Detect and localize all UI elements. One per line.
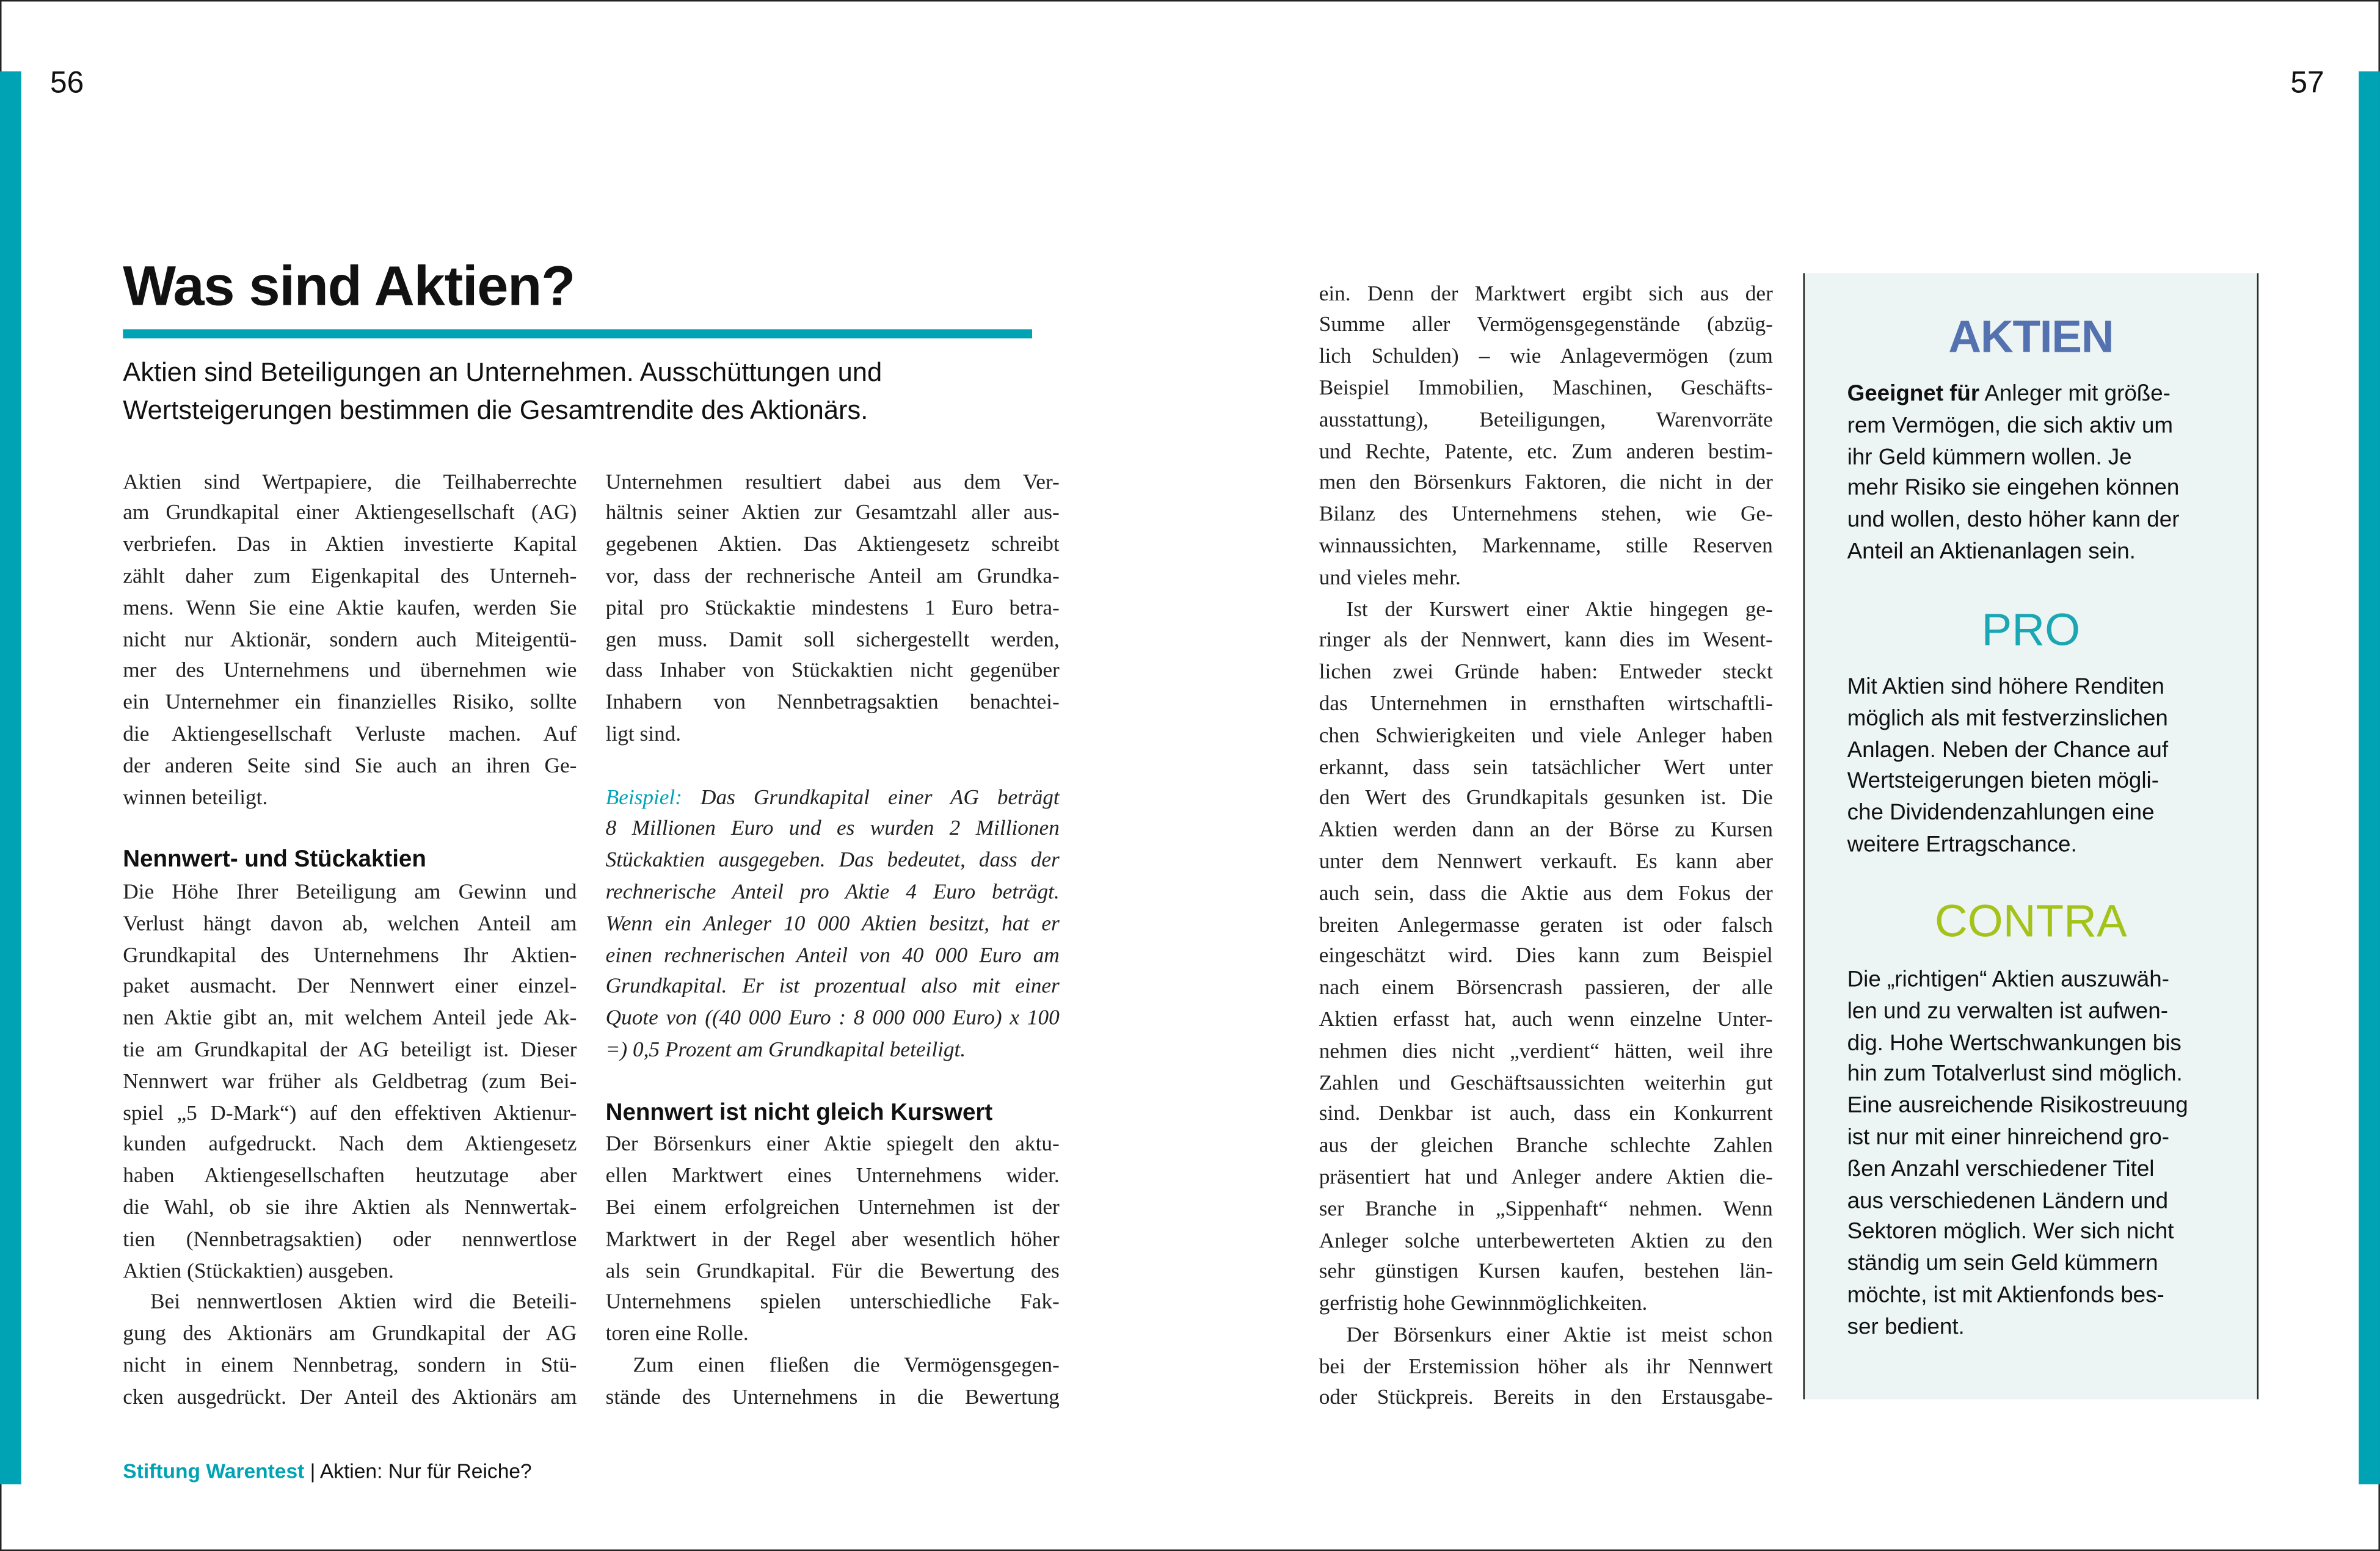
body-line: und Rechte, Patente, etc. Zum anderen bestim- xyxy=(1319,439,1773,464)
body-line: winnaussichten, Markenname, stille Reserven xyxy=(1319,534,1773,559)
body-line: nicht in einem Nennbetrag, sondern in Stü- xyxy=(123,1353,577,1378)
box-line: Sektoren möglich. Wer sich nicht xyxy=(1847,1221,2174,1245)
body-line: das Unternehmen in ernsthaften wirtschaftli- xyxy=(1319,692,1773,716)
info-box-aktien xyxy=(1803,273,2259,1399)
body-line: Aktien sind Wertpapiere, die Teilhaberrechte xyxy=(123,470,577,495)
body-line: spiel „5 D-Mark“) auf den effektiven Aktienur- xyxy=(123,1101,577,1125)
text-column-1 xyxy=(123,467,577,1414)
body-line: ein. Denn der Marktwert ergibt sich aus der xyxy=(1319,282,1773,307)
box-line: dig. Hohe Wertschwankungen bis xyxy=(1847,1031,2182,1056)
body-line: Bei einem erfolgreichen Unternehmen ist der xyxy=(605,1196,1060,1220)
box-line: len und zu verwalten ist aufwen- xyxy=(1847,1000,2168,1025)
body-line: Verlust hängt davon ab, welchen Anteil am xyxy=(123,912,577,936)
page-number-left: 56 xyxy=(50,67,84,101)
box-line: hin zum Totalverlust sind möglich. xyxy=(1847,1062,2183,1088)
body-line: mens. Wenn Sie eine Aktie kaufen, werden Sie xyxy=(123,596,577,620)
page-number-right: 57 xyxy=(2290,67,2324,101)
body-line: Inhabern von Nennbetragsaktien benachtei- xyxy=(605,691,1060,716)
body-line: der anderen Seite sind Sie auch an ihren Ge- xyxy=(123,754,577,779)
body-line: Aktien (Stückaktien) ausgeben. xyxy=(123,1259,394,1284)
body-line: chen Schwierigkeiten und viele Anleger haben xyxy=(1319,723,1773,748)
box-line: mehr Risiko sie eingehen können xyxy=(1847,477,2180,502)
body-line: Ist der Kurswert einer Aktie hingegen ge- xyxy=(1346,597,1773,622)
body-line: verbriefen. Das in Aktien investierte Kapital xyxy=(123,532,577,558)
box-line: Anteil an Aktienanlagen sein. xyxy=(1847,540,2136,565)
body-line: nen Aktie gibt an, mit welchem Anteil jede Ak- xyxy=(123,1006,577,1031)
body-line: den Wert des Grundkapitals gesunken ist. Die xyxy=(1319,786,1773,812)
box-line: und wollen, desto höher kann der xyxy=(1847,509,2180,533)
blank-line xyxy=(123,814,577,846)
body-line: lichen zwei Gründe haben: Entweder steckt xyxy=(1319,660,1773,685)
box-suitable-text xyxy=(1847,379,2242,568)
suitable-label: Geeignet für xyxy=(1847,382,1980,407)
body-line: nehmen dies nicht „verdient“ hätten, weil ihre xyxy=(1319,1039,1773,1064)
body-line: nicht nur Aktionär, sondern auch Miteigentü- xyxy=(123,627,577,652)
page-title: Was sind Aktien? xyxy=(123,255,575,318)
body-line: nach einem Börsencrash passieren, der alle xyxy=(1319,976,1773,1001)
body-line: Aktien erfasst hat, auch wenn einzelne Unter- xyxy=(1319,1008,1773,1032)
lead-line: Aktien sind Beteiligungen an Unternehmen. Ausschüttungen und xyxy=(123,357,882,387)
example-line: Quote von ((40 000 Euro : 8 000 000 Euro) x 100 xyxy=(605,1006,1060,1031)
box-heading-contra: CONTRA xyxy=(1934,896,2127,947)
body-line: ser Branche in „Sippenhaft“ nehmen. Wenn xyxy=(1319,1197,1773,1221)
body-line: Beispiel Immobilien, Maschinen, Geschäfts- xyxy=(1319,376,1773,401)
box-line: ist nur mit einer hinreichend gro- xyxy=(1847,1126,2169,1150)
body-line: die Aktiengesellschaft Verluste machen. Auf xyxy=(123,722,577,747)
body-line: cken ausgedrückt. Der Anteil des Aktionärs am xyxy=(123,1385,577,1410)
box-heading-pro: PRO xyxy=(1981,605,2081,656)
footer xyxy=(123,1460,531,1483)
box-line: Anlagen. Neben der Chance auf xyxy=(1847,738,2169,763)
body-line: auch sein, dass die Aktie aus dem Fokus der xyxy=(1319,881,1773,906)
body-line: toren eine Rolle. xyxy=(605,1321,749,1346)
body-line: lich Schulden) – wie Anlagevermögen (zum xyxy=(1319,344,1773,369)
footer-brand: Stiftung Warentest xyxy=(123,1459,305,1483)
body-line: Der Börsenkurs einer Aktie ist meist schon xyxy=(1346,1323,1773,1348)
body-line: Unternehmen resultiert dabei aus dem Ver- xyxy=(605,470,1060,495)
body-line: zählt daher zum Eigenkapital des Unterneh- xyxy=(123,564,577,589)
body-line: gerfristig hohe Gewinnmöglichkeiten. xyxy=(1319,1291,1648,1316)
body-line: am Grundkapital einer Aktiengesellschaft (AG) xyxy=(123,501,577,526)
body-line: haben Aktiengesellschaften heutzutage aber xyxy=(123,1164,577,1189)
text-column-3 xyxy=(1319,278,1773,1415)
box-line xyxy=(1847,379,2242,411)
lead-line: Wertsteigerungen bestimmen die Gesamtrendite des Aktionärs. xyxy=(123,394,868,425)
body-line: Marktwert in der Regel aber wesentlich höher xyxy=(605,1227,1060,1252)
box-line: möchte, ist mit Aktienfonds bes- xyxy=(1847,1284,2164,1309)
body-line: Zahlen und Geschäftsaussichten weiterhin gut xyxy=(1319,1070,1773,1095)
blank-line xyxy=(606,751,1060,783)
box-line: ßen Anzahl verschiedener Titel xyxy=(1847,1157,2155,1182)
body-line: breiten Anlegermasse geraten ist oder falsch xyxy=(1319,912,1773,937)
body-line: erkannt, dass sein tatsächlicher Wert unter xyxy=(1319,755,1773,780)
body-line: tie am Grundkapital der AG beteiligt ist. Dieser xyxy=(123,1037,577,1062)
example-line xyxy=(606,782,1060,814)
body-line: ringer als der Nennwert, kann dies im Wesent- xyxy=(1319,628,1773,653)
body-line: hältnis seiner Aktien zur Gesamtzahl aller aus- xyxy=(605,501,1060,526)
box-line: möglich als mit festverzinslichen xyxy=(1847,706,2168,732)
body-line: men den Börsenkurs Faktoren, die nicht in der xyxy=(1319,471,1773,496)
body-line: dass Inhaber von Stückaktien nicht gegenüber xyxy=(605,659,1060,684)
box-line: ständig um sein Geld kümmern xyxy=(1847,1252,2158,1277)
example-line: Wenn ein Anleger 10 000 Aktien besitzt, hat er xyxy=(605,912,1060,936)
title-underline xyxy=(123,329,1032,338)
example-line: Stückaktien ausgegeben. Das bedeutet, dass der xyxy=(605,848,1060,873)
body-line: Bilanz des Unternehmens stehen, wie Ge- xyxy=(1319,503,1773,527)
body-line: Nennwert war früher als Geldbetrag (zum Bei- xyxy=(123,1069,577,1094)
section-heading: Nennwert- und Stückaktien xyxy=(123,847,426,873)
example-line: einen rechnerischen Anteil von 40 000 Euro am xyxy=(605,943,1060,968)
body-line: Zum einen fließen die Vermögensgegen- xyxy=(633,1353,1060,1378)
body-line: sind. Denkbar ist auch, dass ein Konkurrent xyxy=(1319,1102,1773,1127)
blank-line xyxy=(606,1067,1060,1099)
suitable-text: Anleger mit größe- xyxy=(1979,382,2171,407)
box-line: Die „richtigen“ Aktien auszuwäh- xyxy=(1847,968,2169,993)
body-line: präsentiert hat und Anleger andere Aktien die- xyxy=(1319,1165,1773,1190)
body-line: paket ausmacht. Der Nennwert einer einzel- xyxy=(123,975,577,1000)
box-line: aus verschiedenen Ländern und xyxy=(1847,1189,2169,1214)
box-line: weitere Ertragschance. xyxy=(1847,833,2077,858)
body-line: eingeschätzt wird. Dies kann zum Beispiel xyxy=(1319,944,1773,969)
body-line: ausstattung), Beteiligungen, Warenvorräte xyxy=(1319,408,1773,432)
box-line: Wertsteigerungen bieten mögli- xyxy=(1847,770,2159,794)
body-line: Der Börsenkurs einer Aktie spiegelt den aktu- xyxy=(605,1132,1060,1157)
box-line: ihr Geld kümmern wollen. Je xyxy=(1847,445,2132,470)
body-line: vor, dass der rechnerische Anteil am Grundka- xyxy=(605,564,1060,589)
box-line: che Dividendenzahlungen eine xyxy=(1847,801,2155,826)
body-line: winnen beteiligt. xyxy=(123,785,268,810)
example-line: Grundkapital. Er ist prozentual also mit einer xyxy=(605,975,1060,1000)
body-line: Unternehmens spielen unterschiedliche Fak- xyxy=(605,1290,1060,1315)
body-line: als sein Grundkapital. Für die Bewertung des xyxy=(605,1259,1060,1284)
body-line: gung des Aktionärs am Grundkapital der AG xyxy=(123,1321,577,1346)
body-line: Aktien werden dann an der Börse zu Kursen xyxy=(1319,818,1773,843)
body-line: die Wahl, ob sie ihre Aktien als Nennwertak- xyxy=(123,1196,577,1220)
left-edge-bar xyxy=(0,71,21,1484)
box-line: rem Vermögen, die sich aktiv um xyxy=(1847,413,2174,438)
footer-book-title: Aktien: Nur für Reiche? xyxy=(319,1459,532,1483)
example-line: rechnerische Anteil pro Aktie 4 Euro beträgt. xyxy=(605,880,1060,905)
right-edge-bar xyxy=(2359,71,2380,1484)
example-line: 8 Millionen Euro und es wurden 2 Millionen xyxy=(605,816,1060,841)
box-pro-text xyxy=(1847,672,2242,862)
example-label: Beispiel: xyxy=(605,785,682,810)
box-line: ser bedient. xyxy=(1847,1315,1965,1340)
body-line: kunden aufgedruckt. Nach dem Aktiengesetz xyxy=(123,1132,577,1157)
example-line: =) 0,5 Prozent am Grundkapital beteiligt. xyxy=(605,1037,966,1062)
body-line: Grundkapital des Unternehmens Ihr Aktien- xyxy=(123,943,577,968)
box-line: Eine ausreichende Risikostreuung xyxy=(1847,1094,2188,1119)
body-line: stände des Unternehmens in die Bewertung xyxy=(605,1385,1060,1410)
box-heading-aktien: AKTIEN xyxy=(1948,312,2114,363)
example-text: Das Grundkapital einer AG beträgt xyxy=(701,785,1060,810)
body-line: ellen Marktwert eines Unternehmens wider. xyxy=(605,1164,1060,1189)
section-heading: Nennwert ist nicht gleich Kurswert xyxy=(605,1099,993,1125)
body-line: Bei nennwertlosen Aktien wird die Beteili- xyxy=(150,1290,577,1315)
footer-separator: | xyxy=(304,1459,320,1483)
body-line: Die Höhe Ihrer Beteiligung am Gewinn und xyxy=(123,880,577,905)
body-line: Summe aller Vermögensgegenstände (abzüg- xyxy=(1319,313,1773,338)
body-line: gegebenen Aktien. Das Aktiengesetz schreibt xyxy=(605,532,1060,558)
body-line: gen muss. Damit soll sichergestellt werden, xyxy=(605,627,1060,652)
body-line: Anleger solche unterbewerteten Aktien zu den xyxy=(1319,1228,1773,1253)
body-line: bei der Erstemission höher als ihr Nennwert xyxy=(1319,1354,1773,1379)
box-line: Mit Aktien sind höhere Renditen xyxy=(1847,675,2164,700)
lead-paragraph xyxy=(123,354,1033,429)
body-line: ein Unternehmer ein finanzielles Risiko, sollte xyxy=(123,691,577,716)
body-line: und vieles mehr. xyxy=(1319,565,1461,590)
body-line: unter dem Nennwert verkauft. Es kann aber xyxy=(1319,849,1773,874)
box-contra-text xyxy=(1847,965,2242,1344)
body-line: tien (Nennbetragsaktien) oder nennwertlose xyxy=(123,1227,577,1252)
body-line: sehr günstigen Kursen kaufen, bestehen län- xyxy=(1319,1260,1773,1285)
body-line: mer des Unternehmens und übernehmen wie xyxy=(123,659,577,684)
text-column-2 xyxy=(606,467,1060,1414)
body-line: oder Stückpreis. Bereits in den Erstausgabe- xyxy=(1319,1386,1773,1411)
body-line: aus der gleichen Branche schlechte Zahlen xyxy=(1319,1133,1773,1158)
body-line: pital pro Stückaktie mindestens 1 Euro betra- xyxy=(605,596,1060,620)
body-line: ligt sind. xyxy=(605,722,682,747)
